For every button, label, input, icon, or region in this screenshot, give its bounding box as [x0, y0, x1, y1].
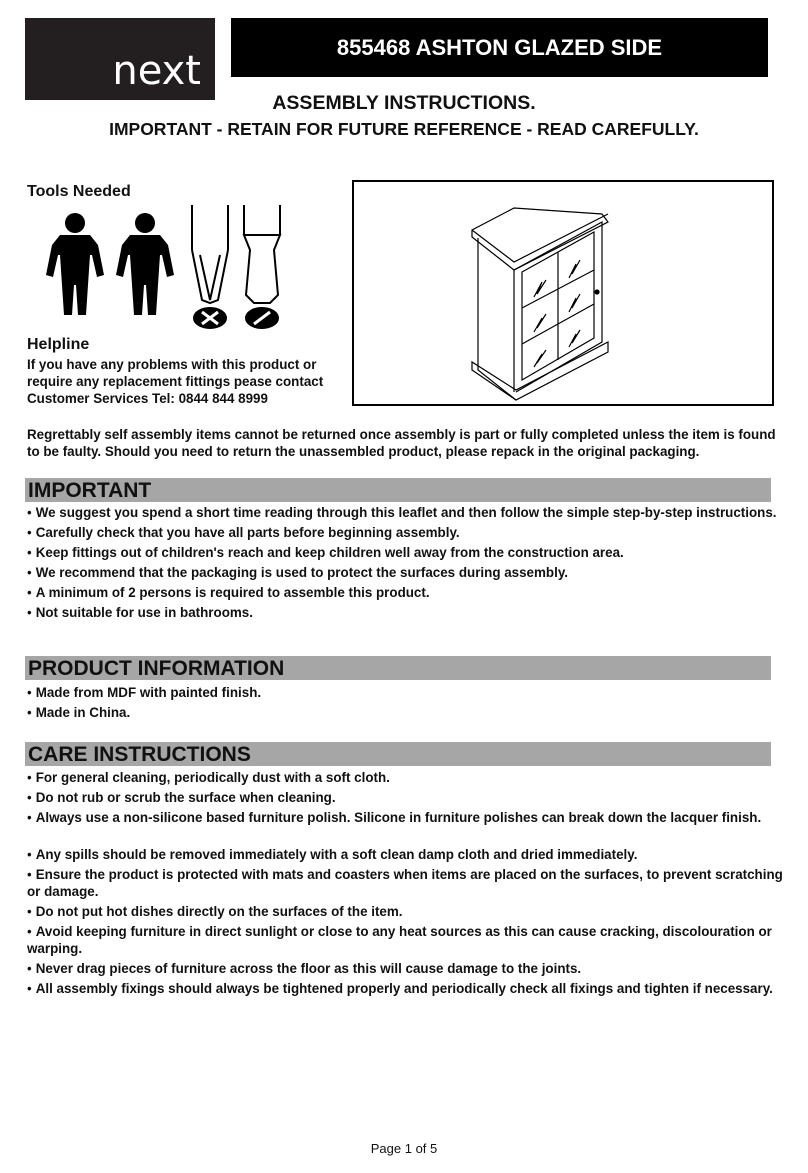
important-list	[27, 504, 787, 624]
list-item: • Made in China.	[27, 704, 787, 721]
cabinet-illustration	[354, 182, 772, 404]
section-title: IMPORTANT	[28, 479, 152, 502]
page-number: Page 1 of 5	[370, 1141, 438, 1156]
helpline-phone: Customer Services Tel: 0844 844 8999	[27, 391, 268, 406]
list-item: • Do not put hot dishes directly on the surfaces of the item.	[27, 903, 787, 920]
care-list	[27, 769, 787, 1000]
list-item: • Do not rub or scrub the surface when cleaning.	[27, 789, 787, 806]
list-item: • A minimum of 2 persons is required to assemble this product.	[27, 584, 787, 601]
list-item: • Made from MDF with painted finish.	[27, 684, 787, 701]
section-title: PRODUCT INFORMATION	[28, 657, 285, 680]
section-header-product-info	[25, 656, 771, 680]
phillips-screwdriver-icon	[192, 205, 228, 328]
list-item: • Any spills should be removed immediately with a soft clean damp cloth and dried immediately.	[27, 846, 787, 863]
helpline-line: require any replacement fittings pease contact	[27, 374, 324, 389]
list-item: • Avoid keeping furniture in direct sunlight or close to any heat sources as this can cause cracking, discolouration or warping.	[27, 923, 787, 957]
list-item: • Carefully check that you have all parts before beginning assembly.	[27, 524, 787, 541]
list-item: • All assembly fixings should always be tightened properly and periodically check all fixings and tighten if necessary.	[27, 980, 787, 997]
list-item: • Keep fittings out of children's reach and keep children well away from the construction area.	[27, 544, 787, 561]
page-heading: ASSEMBLY INSTRUCTIONS.	[272, 92, 536, 114]
next-logo	[25, 18, 215, 100]
section-header-care	[25, 742, 771, 766]
person-icon	[116, 213, 174, 315]
returns-notice: Regrettably self assembly items cannot be returned once assembly is part or fully completed unless the item is found to be faulty. Should you need to return the unassembled product, please repack in the original packaging.	[27, 427, 776, 459]
list-item: • We suggest you spend a short time reading through this leaflet and then follow the simple step-by-step instructions.	[27, 504, 787, 521]
tools-illustration	[40, 205, 290, 335]
person-icon	[46, 213, 104, 315]
list-item: • We recommend that the packaging is used to protect the surfaces during assembly.	[27, 564, 787, 581]
product-illustration-frame	[352, 180, 774, 406]
list-item: • Never drag pieces of furniture across the floor as this will cause damage to the joints.	[27, 960, 787, 977]
page-subheading: IMPORTANT - RETAIN FOR FUTURE REFERENCE - READ CAREFULLY.	[109, 119, 699, 139]
list-item: • Always use a non-silicone based furniture polish. Silicone in furniture polishes can break down the lacquer finish.	[27, 809, 787, 826]
helpline-text	[27, 356, 347, 407]
logo-text: next	[112, 48, 201, 94]
product-info-list	[27, 684, 787, 724]
list-item: • Not suitable for use in bathrooms.	[27, 604, 787, 621]
helpline-label: Helpline	[27, 336, 90, 353]
tools-needed-label: Tools Needed	[27, 183, 131, 200]
helpline-line: If you have any problems with this product or	[27, 357, 317, 372]
product-title-bar	[231, 18, 768, 77]
list-item: • Ensure the product is protected with mats and coasters when items are placed on the surfaces, to prevent scratching or damage.	[27, 866, 787, 900]
flathead-screwdriver-icon	[244, 205, 280, 328]
section-header-important	[25, 478, 771, 502]
product-title: 855468 ASHTON GLAZED SIDE	[336, 34, 663, 60]
list-item: • For general cleaning, periodically dust with a soft cloth.	[27, 769, 787, 786]
section-title: CARE INSTRUCTIONS	[28, 743, 251, 766]
